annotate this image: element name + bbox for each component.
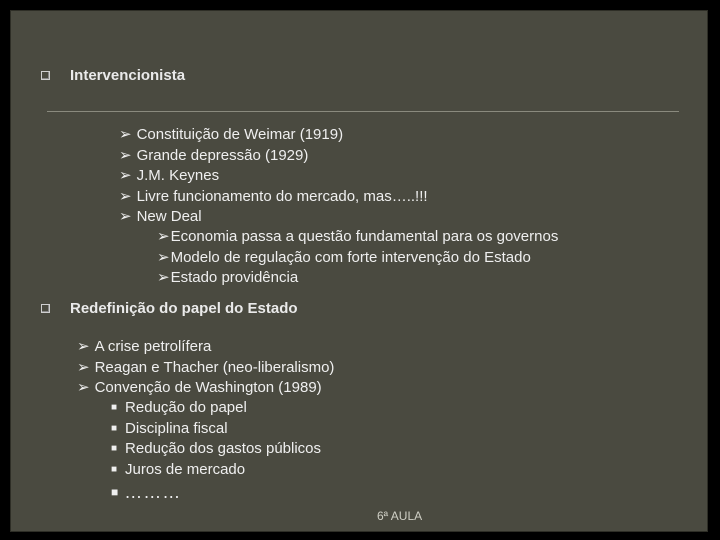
square-bullet-icon: ■ [111,463,118,475]
arrow-bullet-icon: ➢ [119,167,132,184]
section1-list [119,125,428,228]
arrow-bullet-icon: ➢ [77,379,90,396]
sub-list-item: ■ Disciplina fiscal [111,419,321,440]
section-title: Redefinição do papel do Estado [70,300,298,317]
arrow-bullet-icon: ➢ [119,126,132,143]
list-item: ➢ Convenção de Washington (1989) [77,378,334,399]
section2-sublist [111,398,321,504]
section1-sublist [157,227,558,289]
arrow-bullet-icon: ➢ [157,248,170,266]
arrow-bullet-icon: ➢ [77,358,90,376]
footer-label: 6ª AULA [377,509,423,523]
list-item: ➢ Livre funcionamento do mercado, mas…..!!! [119,187,428,208]
sub-list-item: ■ ……… [111,482,182,502]
arrow-bullet-icon: ➢ [77,338,90,355]
square-bullet-icon: ■ [111,422,118,434]
arrow-bullet-icon: ➢ [157,228,170,245]
sub-list-item: ➢ Modelo de regulação com forte intervenção do Estado [157,248,558,269]
sub-list-item: ➢ Economia passa a questão fundamental para os governos [157,227,558,248]
section2-list [77,337,334,399]
divider [47,111,679,112]
arrow-bullet-icon: ➢ [119,146,132,164]
slide [10,10,708,532]
sub-list-item: ➢ Estado providência [157,268,558,289]
section-title: Intervencionista [70,67,186,84]
section-heading-intervencionista [41,67,185,84]
sub-list-item: ■ Redução dos gastos públicos [111,439,321,460]
hollow-square-icon [41,304,50,313]
section-heading-redefinicao [41,300,298,317]
list-item: ➢ J.M. Keynes [119,166,428,187]
arrow-bullet-icon: ➢ [119,208,132,225]
hollow-square-icon [41,71,50,80]
sub-list-item: ■ Redução do papel [111,398,321,419]
sub-list-item: ■ Juros de mercado [111,460,321,481]
square-bullet-icon: ■ [111,443,118,454]
list-item: ➢ Reagan e Thacher (neo-liberalismo) [77,358,334,379]
list-item: ➢ New Deal [119,207,428,228]
list-item: ➢ Constituição de Weimar (1919) [119,125,428,146]
square-bullet-icon: ■ [111,485,119,499]
arrow-bullet-icon: ➢ [119,187,132,205]
arrow-bullet-icon: ➢ [157,269,170,286]
square-bullet-icon: ■ [111,402,118,413]
list-item: ➢ Grande depressão (1929) [119,146,428,167]
list-item: ➢ A crise petrolífera [77,337,334,358]
